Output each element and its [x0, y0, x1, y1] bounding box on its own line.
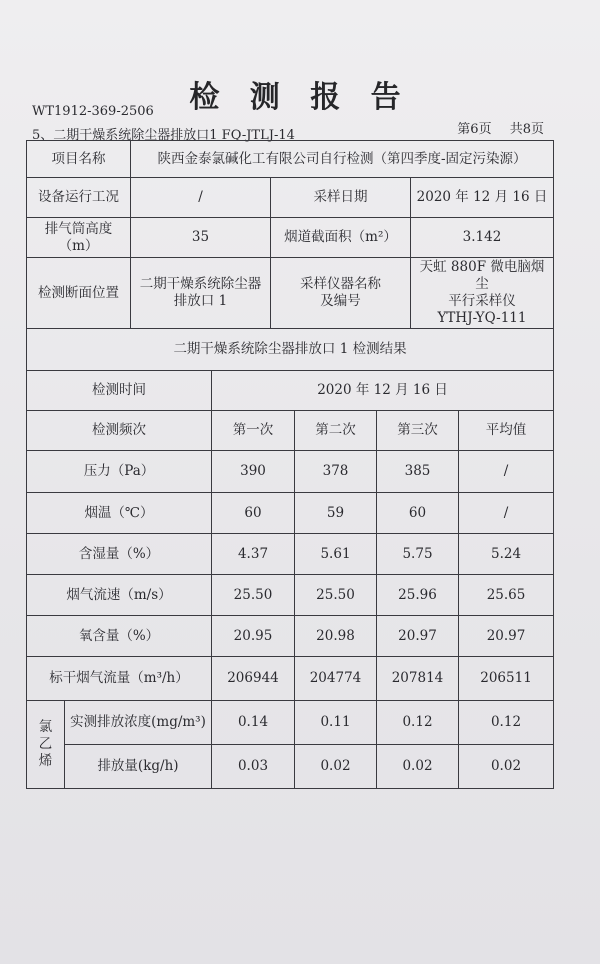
row-label: 排放量(kg/h) [65, 745, 212, 789]
cell-value: 20.95 [212, 616, 295, 657]
row-label: 压力（Pa） [27, 451, 212, 493]
cell-value: 5.75 [377, 534, 459, 575]
table-row [27, 745, 554, 789]
cell-value: 0.12 [459, 701, 554, 745]
info-row-equipment [27, 178, 554, 218]
cell-value: 0.02 [295, 745, 377, 789]
table-row [27, 701, 554, 745]
flue-area-label: 烟道截面积（m²） [271, 218, 411, 258]
instrument-value [411, 258, 554, 329]
pollutant-name-text [29, 719, 62, 770]
section-pos-value-line2: 排放口 1 [173, 293, 228, 309]
section-pos-label: 检测断面位置 [27, 258, 131, 329]
cell-value: 0.02 [377, 745, 459, 789]
cell-value: 204774 [295, 657, 377, 701]
section-pos-value-line1: 二期干燥系统除尘器 [139, 276, 262, 292]
table-row [27, 616, 554, 657]
freq-label: 检测频次 [27, 411, 212, 451]
time-value: 2020 年 12 月 16 日 [212, 371, 554, 411]
results-title: 二期干燥系统除尘器排放口 1 检测结果 [27, 329, 554, 371]
project-label: 项目名称 [27, 141, 131, 178]
cell-value: 5.61 [295, 534, 377, 575]
report-title: 检 测 报 告 [189, 80, 411, 115]
cell-value: 390 [212, 451, 295, 493]
row-label: 含湿量（%） [27, 534, 212, 575]
section-heading: 5、二期干燥系统除尘器排放口1 FQ-JTLJ-14 [32, 128, 295, 143]
instrument-value-line2: 平行采样仪 [448, 293, 516, 309]
cell-value: 59 [295, 493, 377, 534]
stack-height-label: 排气筒高度（m） [27, 218, 131, 258]
cell-value: 206511 [459, 657, 554, 701]
cell-value: 25.50 [212, 575, 295, 616]
cell-value: 25.65 [459, 575, 554, 616]
row-label: 氧含量（%） [27, 616, 212, 657]
cell-value: 20.98 [295, 616, 377, 657]
results-table [26, 328, 554, 701]
pollutant-name-char: 烯 [38, 753, 53, 769]
table-row [27, 451, 554, 493]
cell-value: 25.96 [377, 575, 459, 616]
instrument-label [271, 258, 411, 329]
pollutant-table [26, 700, 554, 789]
cell-value: 207814 [377, 657, 459, 701]
cell-value: 0.11 [295, 701, 377, 745]
page-total: 共8页 [509, 122, 544, 137]
table-row [27, 575, 554, 616]
freq-row [27, 411, 554, 451]
table-row [27, 493, 554, 534]
instrument-value-line3: YTHJ-YQ-111 [437, 310, 527, 326]
instrument-label-line2: 及编号 [320, 293, 361, 309]
column-header: 平均值 [459, 411, 554, 451]
row-label: 烟气流速（m/s） [27, 575, 212, 616]
cell-value: 0.14 [212, 701, 295, 745]
cell-value: / [459, 493, 554, 534]
stack-height-value: 35 [131, 218, 271, 258]
table-row [27, 657, 554, 701]
sampling-date-value: 2020 年 12 月 16 日 [411, 178, 554, 218]
equipment-value: / [131, 178, 271, 218]
row-label: 烟温（℃） [27, 493, 212, 534]
column-header: 第三次 [377, 411, 459, 451]
cell-value: 5.24 [459, 534, 554, 575]
info-row-section [27, 258, 554, 329]
cell-value: 206944 [212, 657, 295, 701]
page-indicator [443, 118, 544, 137]
pollutant-name-char: 乙 [38, 736, 53, 752]
cell-value: 25.50 [295, 575, 377, 616]
page-current: 第6页 [457, 122, 492, 137]
info-row-project [27, 141, 554, 178]
time-row [27, 371, 554, 411]
info-row-stack [27, 218, 554, 258]
cell-value: 20.97 [459, 616, 554, 657]
cell-value: 60 [212, 493, 295, 534]
cell-value: 0.02 [459, 745, 554, 789]
time-label: 检测时间 [27, 371, 212, 411]
flue-area-value: 3.142 [411, 218, 554, 258]
equipment-label: 设备运行工况 [27, 178, 131, 218]
cell-value: 0.12 [377, 701, 459, 745]
cell-value: 378 [295, 451, 377, 493]
row-label: 实测排放浓度(mg/m³) [65, 701, 212, 745]
row-label: 标干烟气流量（m³/h） [27, 657, 212, 701]
instrument-label-line1: 采样仪器名称 [300, 276, 381, 292]
cell-value: 4.37 [212, 534, 295, 575]
cell-value: 20.97 [377, 616, 459, 657]
section-pos-value [131, 258, 271, 329]
cell-value: 60 [377, 493, 459, 534]
instrument-value-line1: 天虹 880F 微电脑烟尘 [419, 259, 545, 292]
cell-value: / [459, 451, 554, 493]
column-header: 第一次 [212, 411, 295, 451]
sampling-date-label: 采样日期 [271, 178, 411, 218]
info-table [26, 140, 554, 329]
pollutant-name [27, 701, 65, 789]
cell-value: 0.03 [212, 745, 295, 789]
table-row [27, 534, 554, 575]
project-value: 陕西金泰氯碱化工有限公司自行检测（第四季度-固定污染源） [131, 141, 554, 178]
results-title-row [27, 329, 554, 371]
cell-value: 385 [377, 451, 459, 493]
column-header: 第二次 [295, 411, 377, 451]
pollutant-name-char: 氯 [38, 719, 53, 735]
report-number: WT1912-369-2506 [32, 104, 154, 119]
